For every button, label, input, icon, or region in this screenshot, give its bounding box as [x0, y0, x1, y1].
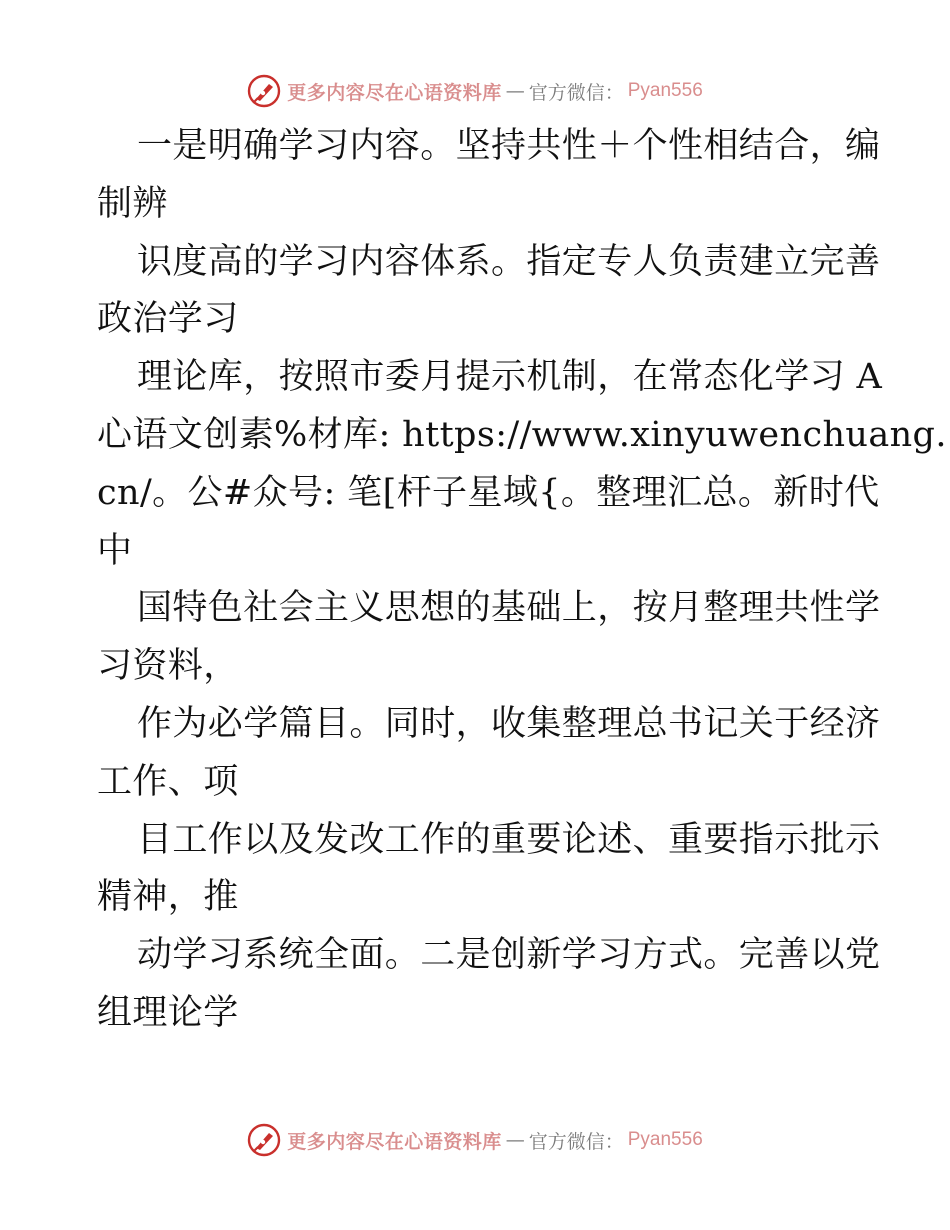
text-line: 目工作以及发改工作的重要论述、重要指示批示 [137, 819, 881, 860]
text-line: 制辨 [97, 183, 168, 224]
text-line: 工作、项 [97, 761, 239, 802]
text-line: 识度高的学习内容体系。指定专人负责建立完善 [137, 241, 881, 282]
pen-nib-logo-icon [247, 74, 281, 108]
text-line: 精神，推 [97, 877, 239, 918]
text-line: 作为必学篇目。同时，收集整理总书记关于经济 [137, 703, 881, 744]
footer-separator: — [505, 1129, 525, 1151]
text-line: cn/。公#众号: 笔[杆子星域{。整理汇总。新时代 [97, 472, 880, 513]
footer-banner [0, 1120, 950, 1160]
header-banner [0, 71, 950, 111]
text-line: 动学习系统全面。二是创新学习方式。完善以党 [137, 935, 881, 976]
footer-site-text: 更多内容尽在心语资料库 [287, 1130, 502, 1153]
text-line: 习资料， [97, 646, 239, 687]
text-line: 心语文创素%材库: https://www.xinyuwenchuang. [97, 414, 947, 455]
header-wechat-id: Pyan556 [627, 80, 703, 101]
header-site-text: 更多内容尽在心语资料库 [287, 81, 502, 104]
text-line: 理论库，按照市委月提示机制，在常态化学习 A [137, 357, 883, 398]
header-wechat-label: 官方微信： [528, 81, 624, 104]
footer-wechat-label: 官方微信： [528, 1130, 624, 1153]
text-line: 组理论学 [97, 992, 239, 1033]
document-body [97, 118, 947, 1043]
text-line: 国特色社会主义思想的基础上，按月整理共性学 [137, 588, 881, 629]
text-line: 一是明确学习内容。坚持共性＋个性相结合，编 [137, 126, 881, 166]
text-line: 中 [97, 530, 133, 571]
pen-nib-logo-icon [247, 1123, 281, 1157]
header-separator: — [505, 80, 525, 102]
text-line: 政治学习 [97, 299, 239, 340]
footer-wechat-id: Pyan556 [627, 1129, 703, 1150]
